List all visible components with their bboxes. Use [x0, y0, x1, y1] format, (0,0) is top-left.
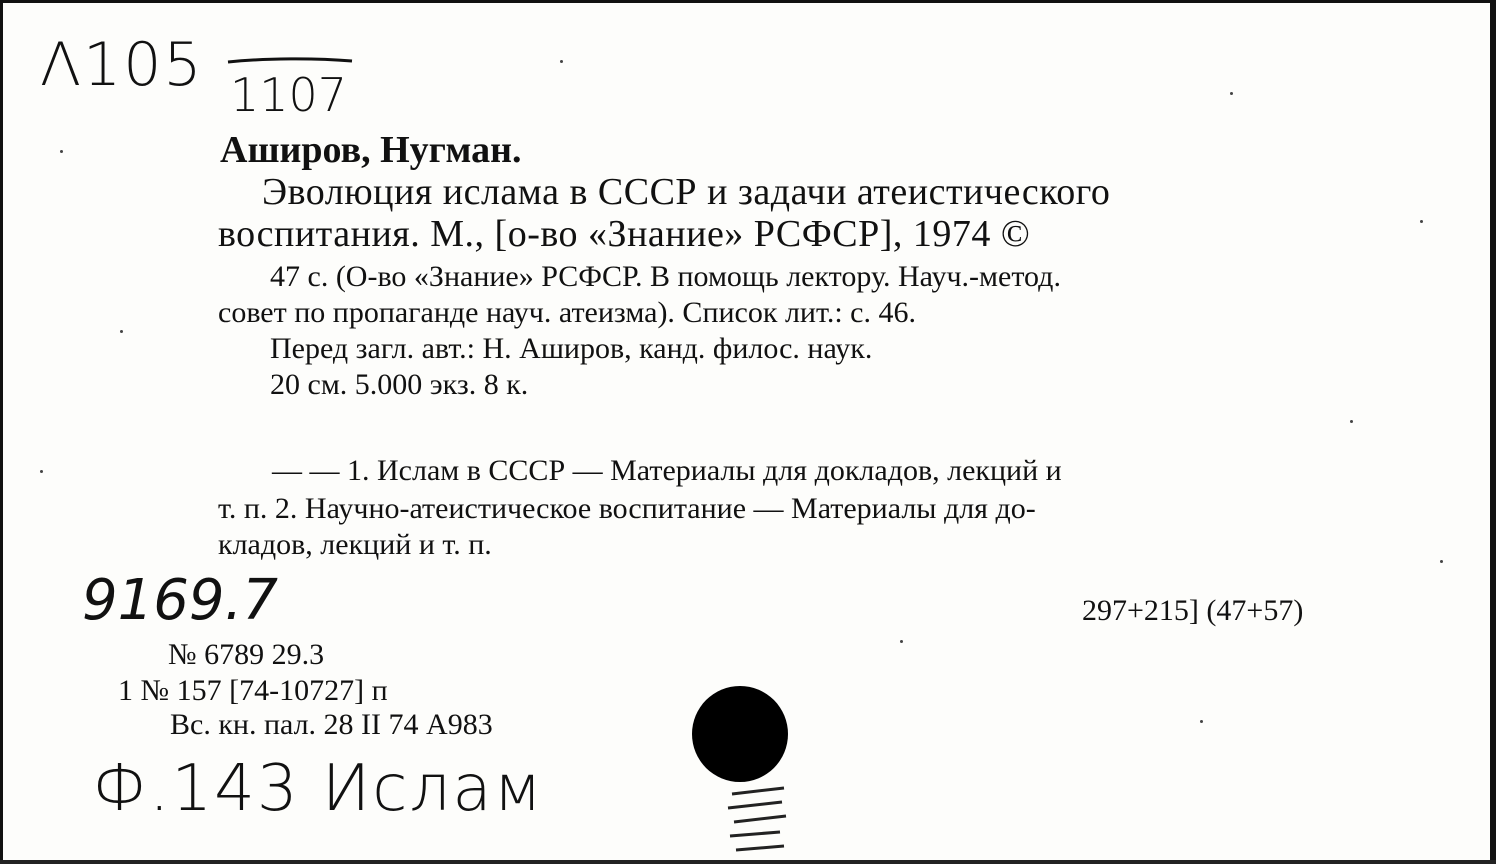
subjects-line-2: т. п. 2. Научно-атеистическое воспитание — Материалы для до- [218, 492, 1036, 525]
fund-handwritten: Ф.143 Ислам [92, 752, 544, 826]
punch-hole [692, 686, 788, 782]
card-border-right [1490, 0, 1496, 864]
udc-index: 297+215] (47+57) [1082, 594, 1304, 627]
card-border-left [0, 0, 3, 864]
torn-mark [724, 784, 794, 864]
fraction-line [226, 56, 356, 66]
title-line-2: воспитания. М., [о-во «Знание» РСФСР], 1974 © [218, 213, 1031, 255]
scan-speck [40, 470, 43, 473]
size-price-line: 20 см. 5.000 экз. 8 к. [270, 368, 529, 401]
author-heading: Аширов, Нугман. [220, 129, 522, 171]
record-line-3: Вс. кн. пал. 28 II 74 А983 [170, 708, 493, 741]
call-number-top: Λ105 [40, 30, 204, 100]
subjects-line-3: кладов, лекций и т. п. [218, 528, 492, 561]
record-line-2: 1 № 157 [74-10727] п [118, 674, 388, 707]
author-note-line: Перед загл. авт.: Н. Аширов, канд. филос. наук. [270, 332, 873, 365]
subjects-line-1: — — 1. Ислам в СССР — Материалы для докладов, лекций и [272, 454, 1062, 487]
scan-speck [1420, 220, 1423, 223]
scan-speck [60, 150, 63, 153]
record-line-1: № 6789 29.3 [168, 638, 325, 671]
scan-speck [560, 60, 563, 63]
card-border-top [0, 0, 1496, 3]
classification-handwritten: 9169.7 [82, 568, 278, 633]
scan-speck [1350, 420, 1353, 423]
scan-speck [900, 640, 903, 643]
scan-speck [1230, 92, 1233, 95]
scan-speck [1200, 720, 1203, 723]
physical-description-line-2: совет по пропаганде науч. атеизма). Список лит.: с. 46. [218, 296, 916, 329]
physical-description-line-1: 47 с. (О-во «Знание» РСФСР. В помощь лектору. Науч.-метод. [270, 260, 1061, 293]
title-line-1: Эволюция ислама в СССР и задачи атеистического [262, 171, 1111, 213]
call-number-fraction: 1107 [230, 68, 348, 122]
scan-speck [120, 330, 123, 333]
scan-speck [1440, 560, 1443, 563]
